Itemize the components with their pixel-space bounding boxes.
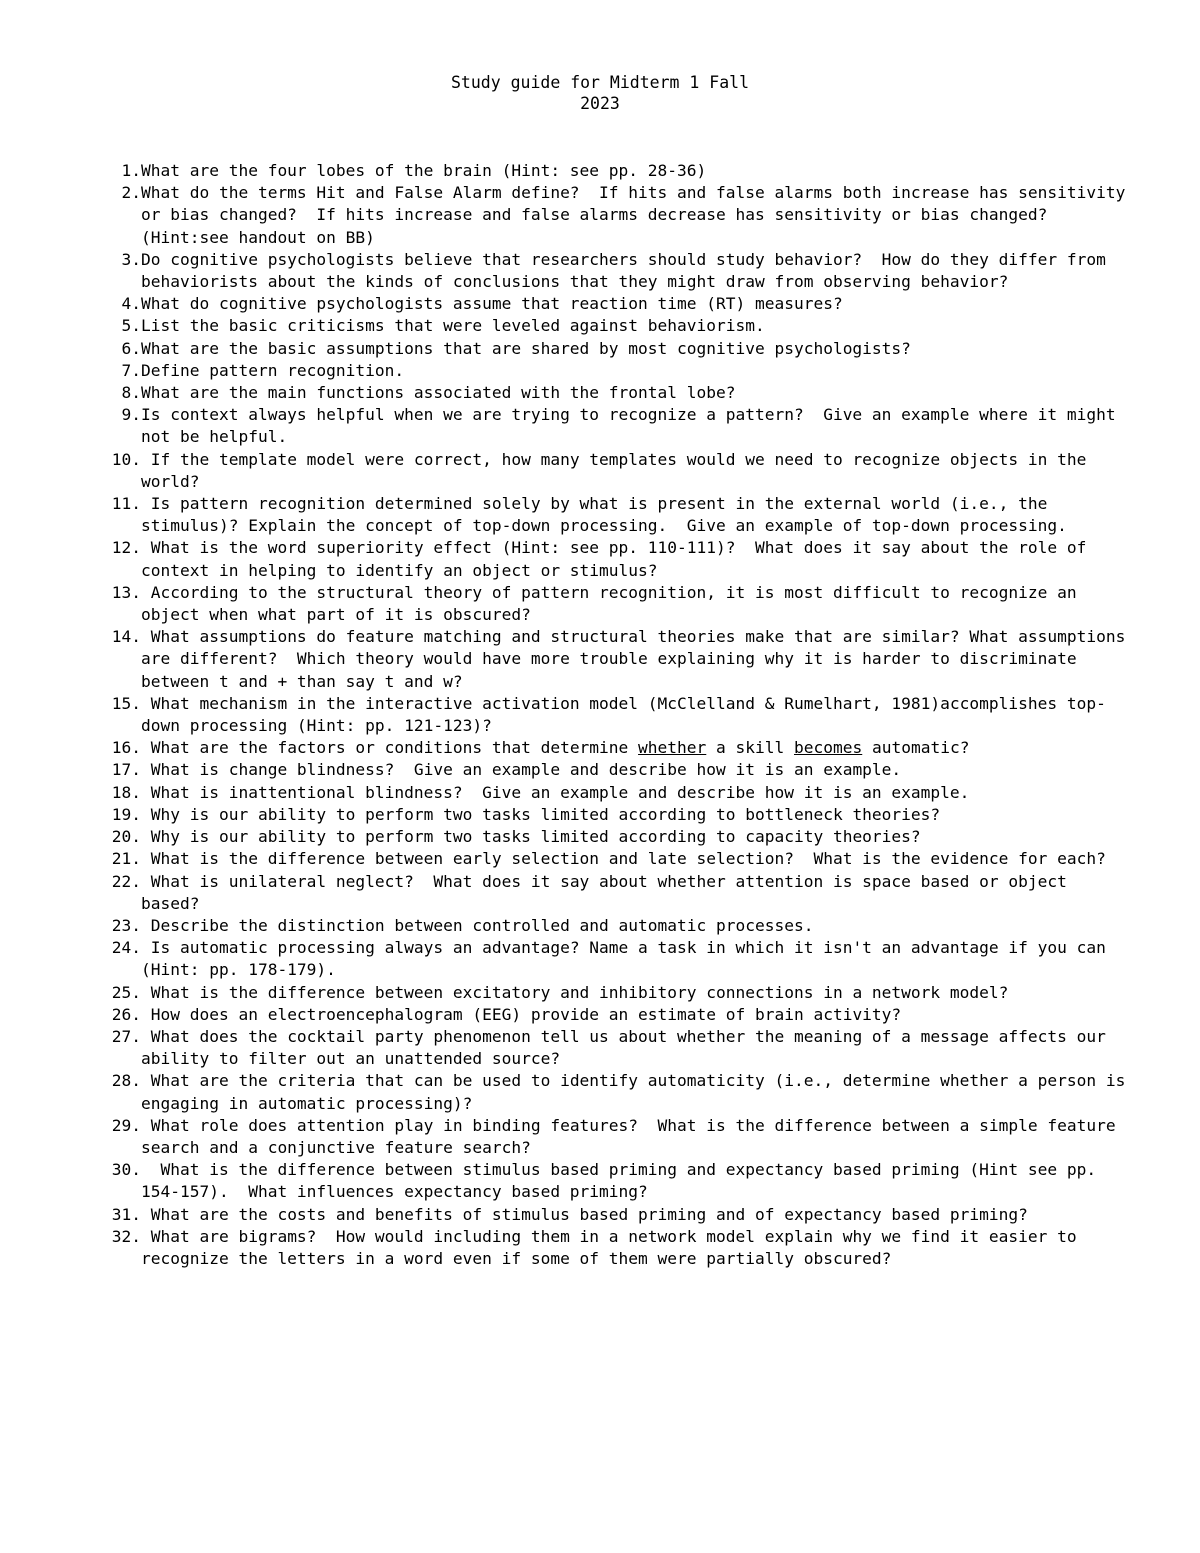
- question-number: 24.: [111, 938, 141, 958]
- question-number: 13.: [111, 582, 141, 602]
- question-item: [100, 582, 1130, 626]
- question-text: What is change blindness? Give an example and describe how it is an example.: [141, 760, 902, 780]
- question-text: What are the costs and benefits of stimulus based priming and of expectancy based priming?: [141, 1204, 1028, 1224]
- question-text: Why is our ability to perform two tasks limited according to bottleneck theories?: [141, 804, 941, 824]
- question-text: Why is our ability to perform two tasks limited according to capacity theories?: [141, 827, 921, 847]
- question-number: 26.: [111, 1004, 141, 1024]
- question-text: What are the criteria that can be used to identify automaticity (i.e., determine whether a person is engaging in automatic processing)?: [141, 1071, 1136, 1113]
- question-number: 32.: [111, 1226, 141, 1246]
- question-text: According to the structural theory of pattern recognition, it is most difficult to recognize an object when what part of it is obscured?: [141, 582, 1087, 625]
- question-number: 11.: [111, 494, 141, 514]
- question-text-segment: What are the factors or conditions that determine: [141, 738, 639, 758]
- question-number: 25.: [111, 982, 141, 1002]
- question-text: If the template model were correct, how many templates would we need to recognize objects in the world?: [141, 449, 1097, 491]
- question-number: 29.: [111, 1115, 141, 1135]
- question-text: What is inattentional blindness? Give an example and describe how it is an example.: [141, 782, 970, 802]
- question-text: What is the word superiority effect (Hint: see pp. 110-111)? What does it say about the role of context in helping to identify an object or stimulus?: [141, 538, 1097, 580]
- question-item: [100, 537, 1130, 581]
- question-item: [100, 826, 1130, 848]
- question-item: [100, 937, 1130, 981]
- question-number: 30.: [111, 1160, 141, 1180]
- question-text: What are bigrams? How would including them in a network model explain why we find it easier to recognize the letters in a word even if some of them were partially obscured?: [141, 1226, 1087, 1268]
- question-item: [100, 782, 1130, 804]
- question-text: What is the difference between stimulus based priming and expectancy based priming (Hint see pp. 154-157). What influences expectancy based priming?: [141, 1160, 1106, 1202]
- underlined-word: becomes: [794, 738, 863, 758]
- question-item: [100, 249, 1130, 293]
- question-number: 10.: [111, 449, 141, 469]
- question-number: 18.: [111, 782, 141, 802]
- question-text: Do cognitive psychologists believe that researchers should study behavior? How do they differ from behaviorists about the kinds of conclusions that they might draw from observing behavior?: [141, 249, 1116, 292]
- question-number: 7.: [121, 360, 141, 380]
- question-item: [100, 1226, 1130, 1270]
- question-number: 16.: [111, 738, 141, 758]
- question-text: What mechanism in the interactive activation model (McClelland & Rumelhart, 1981)accomplishes top-down processing (Hint: pp. 121-123)?: [141, 693, 1106, 736]
- question-number: 6.: [121, 338, 141, 358]
- question-item: [100, 382, 1130, 404]
- question-item: [100, 315, 1130, 337]
- question-text: What is the difference between excitatory and inhibitory connections in a network model?: [141, 982, 1009, 1002]
- title-line-2: 2023: [580, 94, 620, 113]
- question-item: [100, 1204, 1130, 1226]
- title-line-1: Study guide for Midterm 1 Fall: [450, 73, 749, 92]
- question-number: 8.: [121, 383, 141, 403]
- question-text: Is pattern recognition determined solely by what is present in the external world (i.e., the stimulus)? Explain the concept of top-down processing. Give an example of top-down processing.: [141, 494, 1067, 536]
- question-item: [100, 693, 1130, 737]
- question-number: 14.: [111, 627, 141, 647]
- question-text: Is context always helpful when we are trying to recognize a pattern? Give an example where it might not be helpful.: [141, 405, 1126, 447]
- question-number: 3.: [121, 249, 141, 269]
- question-text: What role does attention play in binding features? What is the difference between a simple feature search and a conjunctive feature search?: [141, 1115, 1126, 1157]
- question-item: [100, 293, 1130, 315]
- question-number: 23.: [111, 915, 141, 935]
- question-number: 20.: [111, 827, 141, 847]
- question-text: What does the cocktail party phenomenon tell us about whether the meaning of a message affects our ability to filter out an unattended source?: [141, 1026, 1116, 1069]
- question-text: What are the four lobes of the brain (Hint: see pp. 28-36): [141, 161, 707, 180]
- question-number: 9.: [121, 405, 141, 425]
- question-number: 4.: [121, 294, 141, 314]
- question-list: [100, 160, 1136, 1270]
- question-item: [100, 360, 1130, 382]
- question-item: [100, 449, 1130, 493]
- question-number: 12.: [111, 538, 141, 558]
- question-number: 5.: [121, 316, 141, 336]
- question-item: [100, 982, 1130, 1004]
- question-item: [100, 493, 1130, 537]
- question-item: [100, 804, 1130, 826]
- question-item: [100, 1115, 1130, 1159]
- question-text-segment: a skill: [706, 738, 794, 758]
- question-text: What are the basic assumptions that are shared by most cognitive psychologists?: [141, 338, 911, 358]
- question-item: [100, 848, 1130, 870]
- question-number: 19.: [111, 804, 141, 824]
- question-text: What do cognitive psychologists assume that reaction time (RT) measures?: [141, 294, 843, 314]
- question-number: 2.: [121, 183, 141, 203]
- page-title: [0, 72, 1200, 114]
- question-text: What are the main functions associated with the frontal lobe?: [141, 383, 736, 403]
- question-item: [100, 626, 1136, 693]
- question-item: [100, 1004, 1130, 1026]
- question-number: 31.: [111, 1204, 141, 1224]
- question-number: 1.: [121, 161, 141, 180]
- question-number: 22.: [111, 871, 141, 891]
- question-item: [100, 160, 1130, 182]
- question-text: What do the terms Hit and False Alarm define? If hits and false alarms both increase has sensitivity or bias changed? If hits increase and false alarms decrease has sensitivity or bias changed? (Hint:see handout on BB): [141, 183, 1136, 247]
- question-number: 21.: [111, 849, 141, 869]
- question-text: [141, 737, 1130, 759]
- question-item: [100, 1070, 1136, 1114]
- question-item: [100, 871, 1130, 915]
- question-number: 28.: [111, 1071, 141, 1091]
- question-item: [100, 404, 1130, 448]
- question-number: 17.: [111, 760, 141, 780]
- question-item: [100, 1159, 1130, 1203]
- question-item: [100, 338, 1130, 360]
- question-text-segment: automatic?: [862, 738, 970, 758]
- question-item: [100, 1026, 1130, 1070]
- question-text: Describe the distinction between controlled and automatic processes.: [141, 915, 814, 935]
- question-text: Define pattern recognition.: [141, 360, 405, 380]
- question-text: How does an electroencephalogram (EEG) provide an estimate of brain activity?: [141, 1004, 902, 1024]
- underlined-word: whether: [638, 738, 707, 758]
- question-item: [100, 737, 1130, 759]
- question-text: List the basic criticisms that were leveled against behaviorism.: [141, 316, 765, 336]
- question-item: [100, 759, 1130, 781]
- question-item: [100, 915, 1130, 937]
- question-text: Is automatic processing always an advantage? Name a task in which it isn't an advantage if you can (Hint: pp. 178-179).: [141, 938, 1116, 980]
- question-text: What is unilateral neglect? What does it say about whether attention is space based or object based?: [141, 871, 1077, 913]
- question-text: What is the difference between early selection and late selection? What is the evidence for each?: [141, 849, 1106, 869]
- question-item: [100, 182, 1136, 249]
- question-text: What assumptions do feature matching and structural theories make that are similar? What assumptions are different? Which theory would have more trouble explaining why it is harder to discriminate between t and + than say t and w?: [141, 627, 1136, 691]
- question-number: 15.: [111, 693, 141, 713]
- question-number: 27.: [111, 1026, 141, 1046]
